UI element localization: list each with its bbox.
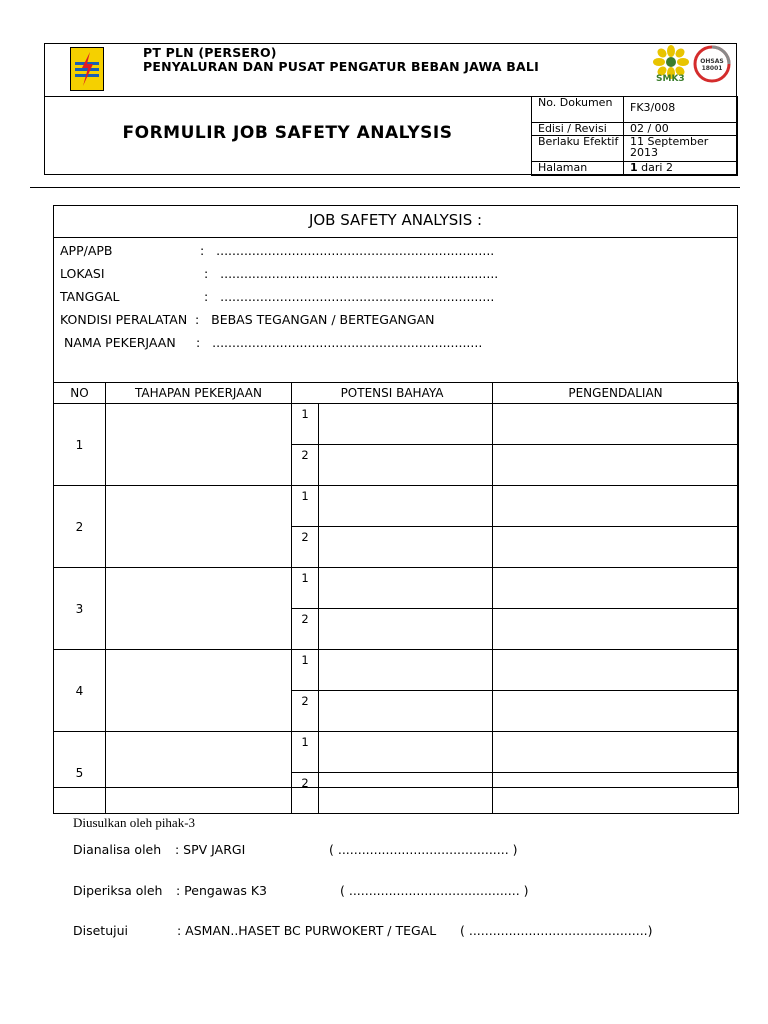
checked-by-value: : Pengawas K3	[176, 883, 268, 898]
approved-signature-field[interactable]: ( .............................................)	[460, 923, 653, 938]
pengendalian-cell[interactable]	[493, 691, 739, 732]
page-value: 1 dari 2	[624, 162, 738, 176]
potensi-cell[interactable]	[319, 568, 493, 609]
analyzed-by-label: Dianalisa oleh	[73, 842, 162, 857]
pengendalian-cell[interactable]	[493, 650, 739, 691]
pengendalian-cell[interactable]	[493, 527, 739, 568]
sub-number: 2	[292, 773, 319, 814]
doc-number-value: FK3/008	[624, 97, 738, 123]
approved-by-value: : ASMAN..HASET BC PURWOKERT / TEGAL	[177, 923, 437, 938]
potensi-cell[interactable]	[319, 691, 493, 732]
company-division: PENYALURAN DAN PUSAT PENGATUR BEBAN JAWA BALI	[143, 59, 539, 74]
document-info-table	[531, 96, 738, 176]
field-app-apb-value[interactable]: : ......................................................................	[200, 243, 495, 258]
checked-signature-field[interactable]: ( ........................................... )	[340, 883, 529, 898]
pengendalian-cell[interactable]	[493, 568, 739, 609]
page-label: Halaman	[532, 162, 624, 176]
pengendalian-cell[interactable]	[493, 445, 739, 486]
field-nama-pekerjaan-value[interactable]: : ....................................................................	[196, 335, 483, 350]
effective-label: Berlaku Efektif	[532, 136, 624, 162]
sub-number: 1	[292, 650, 319, 691]
field-kondisi-value[interactable]: : BEBAS TEGANGAN / BERTEGANGAN	[195, 312, 435, 327]
field-nama-pekerjaan-label: NAMA PEKERJAAN	[60, 335, 176, 350]
field-lokasi-value[interactable]: : ......................................................................	[204, 266, 499, 281]
doc-number-label: No. Dokumen	[532, 97, 624, 123]
effective-value: 11 September 2013	[624, 136, 738, 162]
potensi-cell[interactable]	[319, 445, 493, 486]
analyzed-by-value: : SPV JARGI	[175, 842, 246, 857]
potensi-cell[interactable]	[319, 527, 493, 568]
field-kondisi-label: KONDISI PERALATAN	[60, 312, 188, 327]
pln-logo	[70, 47, 104, 91]
company-name: PT PLN (PERSERO)	[143, 45, 277, 60]
row-number: 5	[54, 732, 106, 814]
ohsas-logo	[692, 44, 732, 84]
col-header-tahapan: TAHAPAN PEKERJAAN	[106, 383, 292, 404]
edition-label: Edisi / Revisi	[532, 123, 624, 136]
sub-number: 2	[292, 609, 319, 650]
potensi-cell[interactable]	[319, 732, 493, 773]
header-rule	[30, 187, 740, 188]
pengendalian-cell[interactable]	[493, 486, 739, 527]
potensi-cell[interactable]	[319, 650, 493, 691]
potensi-cell[interactable]	[319, 486, 493, 527]
row-number: 2	[54, 486, 106, 568]
sub-number: 2	[292, 527, 319, 568]
approved-by-label: Disetujui	[73, 923, 128, 938]
sub-number: 2	[292, 691, 319, 732]
pengendalian-cell[interactable]	[493, 404, 739, 445]
smk3-logo	[652, 44, 690, 92]
jsa-title: JOB SAFETY ANALYSIS :	[308, 211, 483, 229]
potensi-cell[interactable]	[319, 404, 493, 445]
tahapan-cell[interactable]	[106, 650, 292, 732]
checked-by-label: Diperiksa oleh	[73, 883, 163, 898]
sub-number: 1	[292, 568, 319, 609]
sub-number: 1	[292, 486, 319, 527]
row-number: 3	[54, 568, 106, 650]
edition-value: 02 / 00	[624, 123, 738, 136]
ohsas-label: OHSAS 18001	[700, 58, 724, 72]
row-number: 4	[54, 650, 106, 732]
col-header-pengendalian: PENGENDALIAN	[493, 383, 739, 404]
field-tanggal-label: TANGGAL	[60, 289, 120, 304]
sub-number: 1	[292, 404, 319, 445]
field-app-apb-label: APP/APB	[60, 243, 113, 258]
tahapan-cell[interactable]	[106, 568, 292, 650]
form-title: FORMULIR JOB SAFETY ANALYSIS	[122, 123, 453, 143]
tahapan-cell[interactable]	[106, 486, 292, 568]
field-lokasi-label: LOKASI	[60, 266, 105, 281]
potensi-cell[interactable]	[319, 773, 493, 814]
analyzed-signature-field[interactable]: ( ........................................... )	[329, 842, 518, 857]
field-tanggal-value[interactable]: : .....................................................................	[204, 289, 495, 304]
sub-number: 1	[292, 732, 319, 773]
potensi-cell[interactable]	[319, 609, 493, 650]
header-divider	[44, 96, 531, 97]
col-header-potensi: POTENSI BAHAYA	[292, 383, 493, 404]
pengendalian-cell[interactable]	[493, 732, 739, 773]
pengendalian-cell[interactable]	[493, 609, 739, 650]
jsa-title-divider	[53, 237, 738, 238]
sub-number: 2	[292, 445, 319, 486]
tahapan-cell[interactable]	[106, 404, 292, 486]
jsa-table	[53, 382, 739, 814]
proposed-by-text: Diusulkan oleh pihak-3	[73, 815, 196, 830]
pengendalian-cell[interactable]	[493, 773, 739, 814]
tahapan-cell[interactable]	[106, 732, 292, 814]
row-number: 1	[54, 404, 106, 486]
smk3-label: SMK3	[656, 74, 685, 84]
col-header-no: NO	[54, 383, 106, 404]
